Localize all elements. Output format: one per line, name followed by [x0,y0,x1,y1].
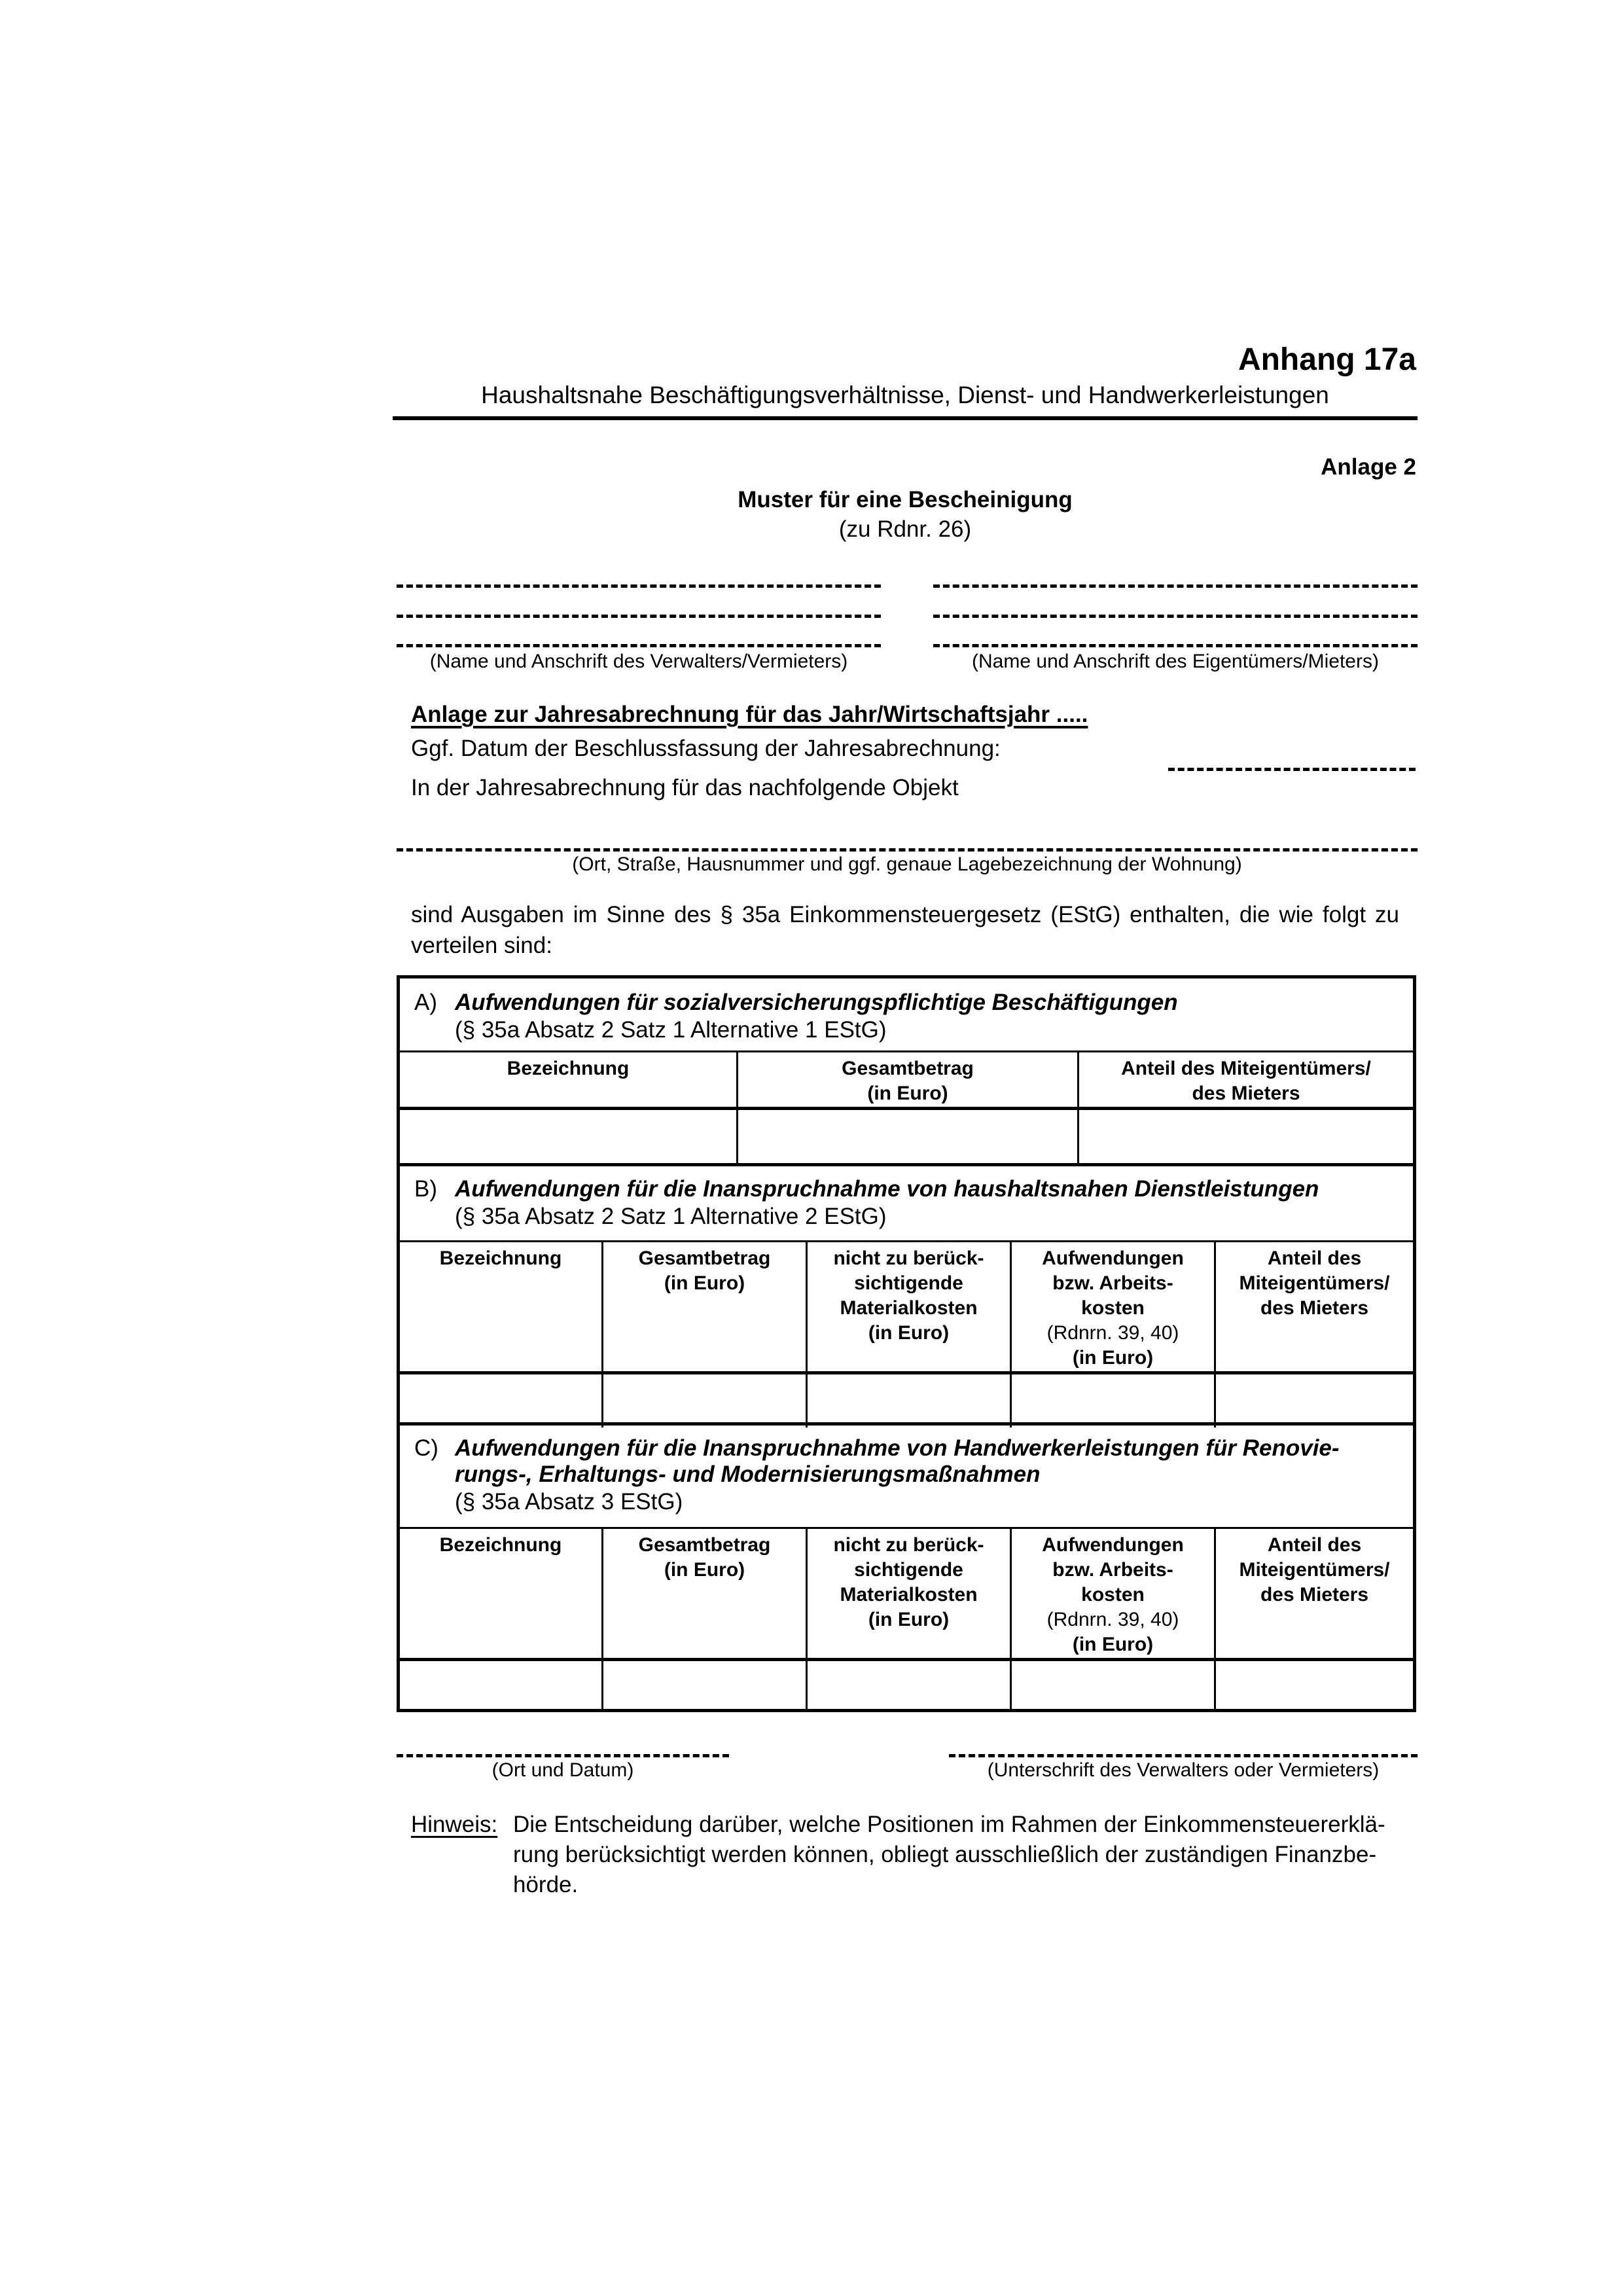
cell-gesamtbetrag[interactable] [603,1374,808,1427]
column-header-line: (in Euro) [664,1272,745,1294]
note-label: Hinweis: [411,1812,498,1837]
distribution-text: sind Ausgaben im Sinne des § 35a Einkommensteuergesetz (EStG) enthalten, die wie folgt zu verteilen sind: [411,902,1399,958]
cell-gesamtbetrag[interactable] [603,1661,808,1712]
column-header-line: Anteil des [1267,1534,1362,1556]
column-header-line: Aufwendungen [1042,1534,1184,1556]
resolution-date-label: Ggf. Datum der Beschlussfassung der Jahresabrechnung: [411,736,1001,761]
column-header-line: (Rdnrn. 39, 40) [1046,1609,1179,1630]
column-header-line: bzw. Arbeits- [1052,1559,1173,1581]
object-label: In der Jahresabrechnung für das nachfolgende Objekt [411,775,959,800]
column-header-line: des Mieters [1192,1083,1300,1104]
column-header [1012,1529,1216,1660]
cell-materialkosten[interactable] [808,1374,1012,1427]
form-reference: (zu Rdnr. 26) [838,516,972,542]
column-header-line: (in Euro) [868,1322,950,1344]
column-header-line: kosten [1081,1584,1145,1605]
column-header-line: (in Euro) [868,1609,950,1630]
address-line-3-right[interactable] [933,644,1418,647]
place-date-caption: (Ort und Datum) [491,1759,634,1781]
column-header-line: (in Euro) [867,1083,948,1104]
section-b-header-row-wrap [400,1240,1413,1373]
column-header-line: Gesamtbetrag [842,1058,974,1079]
cell-anteil[interactable] [1079,1110,1413,1165]
address-line-1-left[interactable] [397,584,881,588]
place-date-field[interactable] [397,1754,729,1757]
section-a [400,978,1413,1163]
column-header-line: sichtigende [854,1272,963,1294]
section-c-header-row [400,1529,1413,1660]
cell-anteil[interactable] [1216,1661,1413,1712]
column-header [603,1529,808,1660]
column-header-line: Miteigentümers/ [1239,1272,1390,1294]
column-header-line: Gesamtbetrag [638,1247,771,1269]
column-header [1216,1529,1413,1660]
annual-statement-heading: Anlage zur Jahresabrechnung für das Jahr/Wirtschaftsjahr ..... [411,702,1088,727]
column-header [400,1529,603,1660]
address-caption-left: (Name und Anschrift des Verwalters/Vermieters) [429,651,848,672]
expense-table [397,975,1416,1712]
column-header-line: bzw. Arbeits- [1052,1272,1173,1294]
section-a-header-row-wrap [400,1050,1413,1109]
address-line-3-left[interactable] [397,644,881,647]
cell-bezeichnung[interactable] [400,1661,603,1712]
note-line-2: rung berücksichtigt werden können, obliegt ausschließlich der zuständigen Finanzbe- [513,1842,1377,1867]
column-header-line: Aufwendungen [1042,1247,1184,1269]
section-a-heading: Aufwendungen für sozialversicherungspflichtige Beschäftigungen [455,990,1178,1015]
section-a-letter: A) [414,990,437,1015]
section-c-letter: C) [414,1435,438,1461]
column-header-line: (Rdnrn. 39, 40) [1046,1322,1179,1344]
column-header-line: nicht zu berück- [833,1247,984,1269]
column-header-line: (in Euro) [1072,1634,1154,1655]
address-line-1-right[interactable] [933,584,1418,588]
cell-anteil[interactable] [1216,1374,1413,1427]
signature-field[interactable] [949,1754,1418,1757]
column-header-line: des Mieters [1260,1584,1369,1605]
column-header [738,1052,1079,1109]
column-header-line: (in Euro) [664,1559,745,1581]
section-c [400,1422,1413,1712]
section-c-legal-ref: (§ 35a Absatz 3 EStG) [455,1489,683,1515]
object-address-caption: (Ort, Straße, Hausnummer und ggf. genaue Lagebezeichnung der Wohnung) [572,853,1242,875]
section-b-legal-ref: (§ 35a Absatz 2 Satz 1 Alternative 2 EStG) [455,1204,887,1229]
column-header [603,1242,808,1373]
anlage-label: Anlage 2 [1321,454,1416,480]
column-header-line: Bezeichnung [439,1247,562,1269]
column-header-line: nicht zu berück- [833,1534,984,1556]
column-header [400,1242,603,1373]
section-b-heading: Aufwendungen für die Inanspruchnahme von haushaltsnahen Dienstleistungen [455,1176,1319,1202]
resolution-date-field[interactable] [1168,768,1416,771]
column-header [808,1529,1012,1660]
column-header-line: Materialkosten [840,1297,978,1319]
section-b-letter: B) [414,1176,437,1202]
cell-arbeitskosten[interactable] [1012,1661,1216,1712]
cell-bezeichnung[interactable] [400,1110,738,1165]
cell-materialkosten[interactable] [808,1661,1012,1712]
address-line-2-right[interactable] [933,615,1418,618]
column-header [1012,1242,1216,1373]
column-header-line: Anteil des Miteigentümers/ [1121,1058,1371,1079]
column-header-line: Materialkosten [840,1584,978,1605]
column-header [1079,1052,1413,1109]
header-rule [393,416,1418,420]
column-header-line: Bezeichnung [439,1534,562,1556]
column-header-line: kosten [1081,1297,1145,1319]
note-line-3: hörde. [513,1872,579,1897]
section-b-header-row [400,1242,1413,1373]
note-line-1: Die Entscheidung darüber, welche Positionen im Rahmen der Einkommensteuererklä- [513,1812,1385,1837]
section-c-heading-line1: Aufwendungen für die Inanspruchnahme von Handwerkerleistungen für Renovie- [455,1435,1340,1461]
object-address-field[interactable] [397,848,1418,852]
signature-caption: (Unterschrift des Verwalters oder Vermieters) [987,1759,1380,1781]
address-line-2-left[interactable] [397,615,881,618]
section-b [400,1163,1413,1426]
section-b-data-row [400,1371,1413,1427]
address-caption-right: (Name und Anschrift des Eigentümers/Mieters) [972,651,1379,672]
cell-bezeichnung[interactable] [400,1374,603,1427]
column-header-line: Bezeichnung [507,1058,630,1079]
column-header-line: des Mieters [1260,1297,1369,1319]
section-a-legal-ref: (§ 35a Absatz 2 Satz 1 Alternative 1 EStG) [455,1017,887,1043]
column-header-line: Miteigentümers/ [1239,1559,1390,1581]
column-header [808,1242,1012,1373]
section-a-data-row [400,1107,1413,1165]
column-header-line: Anteil des [1267,1247,1362,1269]
column-header [1216,1242,1413,1373]
cell-arbeitskosten[interactable] [1012,1374,1216,1427]
column-header [400,1052,738,1109]
form-title: Muster für eine Bescheinigung [738,487,1073,512]
document-subtitle: Haushaltsnahe Beschäftigungsverhältnisse, Dienst- und Handwerkerleistungen [481,382,1329,408]
appendix-label: Anhang 17a [1238,342,1416,377]
cell-gesamtbetrag[interactable] [738,1110,1079,1165]
section-c-data-row [400,1658,1413,1712]
column-header-line: (in Euro) [1072,1347,1154,1369]
section-c-heading-line2: rungs-, Erhaltungs- und Modernisierungsmaßnahmen [455,1462,1041,1487]
column-header-line: sichtigende [854,1559,963,1581]
column-header-line: Gesamtbetrag [638,1534,771,1556]
section-a-header-row [400,1052,1413,1109]
section-c-header-row-wrap [400,1527,1413,1660]
